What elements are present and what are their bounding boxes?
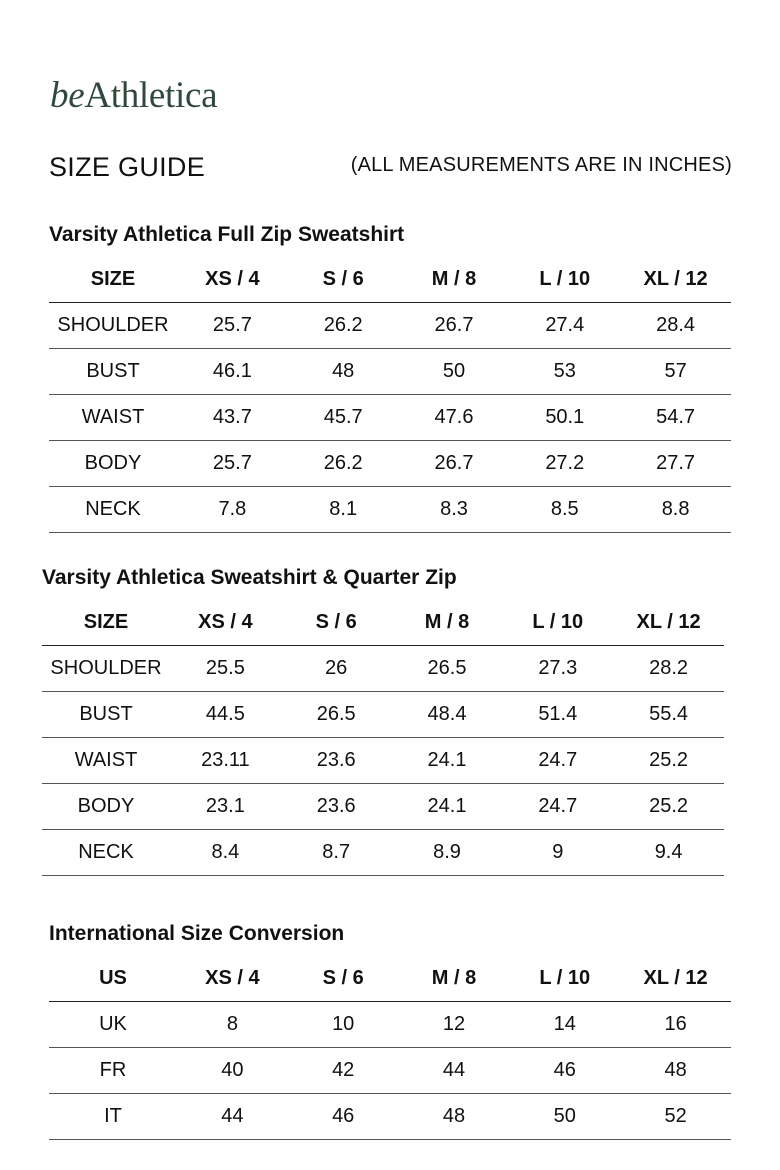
table-row (49, 1094, 731, 1140)
table-cell: 27.7 (620, 441, 731, 487)
table-row (42, 830, 724, 876)
row-label: BUST (42, 692, 170, 738)
column-header: L / 10 (509, 955, 620, 1002)
table-cell: 27.3 (502, 646, 613, 692)
row-label: WAIST (42, 738, 170, 784)
table-cell: 57 (620, 349, 731, 395)
column-header: XS / 4 (170, 599, 281, 646)
table-cell: 46.1 (177, 349, 288, 395)
column-header: L / 10 (509, 256, 620, 303)
table-cell: 48 (620, 1048, 731, 1094)
brand-prefix: be (50, 75, 85, 116)
column-header: US (49, 955, 177, 1002)
table-cell: 43.7 (177, 395, 288, 441)
table-cell: 51.4 (502, 692, 613, 738)
table-cell: 25.5 (170, 646, 281, 692)
table-row (49, 1048, 731, 1094)
table-cell: 25.7 (177, 303, 288, 349)
measurement-note: (ALL MEASUREMENTS ARE IN INCHES) (350, 154, 732, 176)
table-cell: 44 (399, 1048, 510, 1094)
table-cell: 25.2 (613, 784, 724, 830)
table-cell: 25.2 (613, 738, 724, 784)
table-cell: 24.7 (502, 784, 613, 830)
table-cell: 9.4 (613, 830, 724, 876)
table-cell: 53 (509, 349, 620, 395)
table-header-row (49, 955, 731, 1002)
section-title-international: International Size Conversion (49, 922, 345, 945)
row-label: WAIST (49, 395, 177, 441)
table-cell: 14 (509, 1002, 620, 1048)
table-cell: 26.2 (288, 441, 399, 487)
size-table-quarter-zip (42, 599, 724, 876)
section-title-quarter-zip: Varsity Athletica Sweatshirt & Quarter Zip (42, 566, 457, 589)
table-cell: 8.5 (509, 487, 620, 533)
column-header: L / 10 (502, 599, 613, 646)
row-label: SHOULDER (49, 303, 177, 349)
table-cell: 47.6 (399, 395, 510, 441)
table-cell: 8 (177, 1002, 288, 1048)
table-cell: 40 (177, 1048, 288, 1094)
column-header: XL / 12 (620, 256, 731, 303)
table-row (42, 784, 724, 830)
table-cell: 46 (509, 1048, 620, 1094)
table-cell: 50 (399, 349, 510, 395)
row-label: BUST (49, 349, 177, 395)
row-label: IT (49, 1094, 177, 1140)
table-cell: 25.7 (177, 441, 288, 487)
page-title: SIZE GUIDE (49, 152, 206, 182)
row-label: FR (49, 1048, 177, 1094)
size-table-international (49, 955, 731, 1140)
row-label: BODY (49, 441, 177, 487)
column-header: XS / 4 (177, 955, 288, 1002)
table-cell: 8.7 (281, 830, 392, 876)
table-cell: 16 (620, 1002, 731, 1048)
row-label: NECK (49, 487, 177, 533)
table-cell: 26 (281, 646, 392, 692)
table-cell: 48 (399, 1094, 510, 1140)
table-cell: 8.1 (288, 487, 399, 533)
table-cell: 8.3 (399, 487, 510, 533)
table-cell: 8.9 (392, 830, 503, 876)
table-cell: 55.4 (613, 692, 724, 738)
row-label: UK (49, 1002, 177, 1048)
table-header-row (49, 256, 731, 303)
table-cell: 23.6 (281, 738, 392, 784)
table-row (49, 349, 731, 395)
column-header: S / 6 (281, 599, 392, 646)
table-cell: 46 (288, 1094, 399, 1140)
table-row (42, 692, 724, 738)
table-cell: 26.7 (399, 441, 510, 487)
table-row (42, 646, 724, 692)
column-header: SIZE (42, 599, 170, 646)
table-cell: 26.2 (288, 303, 399, 349)
table-cell: 27.2 (509, 441, 620, 487)
table-row (49, 487, 731, 533)
column-header: S / 6 (288, 955, 399, 1002)
column-header: M / 8 (392, 599, 503, 646)
table-cell: 24.7 (502, 738, 613, 784)
table-cell: 9 (502, 830, 613, 876)
table-header-row (42, 599, 724, 646)
table-cell: 45.7 (288, 395, 399, 441)
table-cell: 44.5 (170, 692, 281, 738)
column-header: M / 8 (399, 955, 510, 1002)
table-cell: 24.1 (392, 784, 503, 830)
column-header: XL / 12 (620, 955, 731, 1002)
size-table-full-zip (49, 256, 731, 533)
column-header: XL / 12 (613, 599, 724, 646)
table-cell: 42 (288, 1048, 399, 1094)
row-label: BODY (42, 784, 170, 830)
table-cell: 7.8 (177, 487, 288, 533)
table-cell: 48.4 (392, 692, 503, 738)
table-cell: 8.4 (170, 830, 281, 876)
brand-logo (50, 74, 217, 117)
table-cell: 50 (509, 1094, 620, 1140)
table-cell: 54.7 (620, 395, 731, 441)
table-cell: 52 (620, 1094, 731, 1140)
column-header: S / 6 (288, 256, 399, 303)
table-cell: 50.1 (509, 395, 620, 441)
table-cell: 12 (399, 1002, 510, 1048)
table-cell: 23.1 (170, 784, 281, 830)
section-title-full-zip: Varsity Athletica Full Zip Sweatshirt (49, 223, 405, 246)
table-cell: 44 (177, 1094, 288, 1140)
table-cell: 28.2 (613, 646, 724, 692)
table-cell: 27.4 (509, 303, 620, 349)
table-cell: 23.11 (170, 738, 281, 784)
column-header: SIZE (49, 256, 177, 303)
table-cell: 23.6 (281, 784, 392, 830)
table-row (49, 441, 731, 487)
brand-name: Athletica (84, 75, 218, 116)
table-row (49, 395, 731, 441)
row-label: NECK (42, 830, 170, 876)
table-cell: 26.5 (281, 692, 392, 738)
table-cell: 8.8 (620, 487, 731, 533)
column-header: XS / 4 (177, 256, 288, 303)
table-row (49, 303, 731, 349)
table-row (42, 738, 724, 784)
row-label: SHOULDER (42, 646, 170, 692)
column-header: M / 8 (399, 256, 510, 303)
table-cell: 26.5 (392, 646, 503, 692)
table-cell: 28.4 (620, 303, 731, 349)
table-cell: 48 (288, 349, 399, 395)
table-row (49, 1002, 731, 1048)
table-cell: 10 (288, 1002, 399, 1048)
table-cell: 26.7 (399, 303, 510, 349)
table-cell: 24.1 (392, 738, 503, 784)
